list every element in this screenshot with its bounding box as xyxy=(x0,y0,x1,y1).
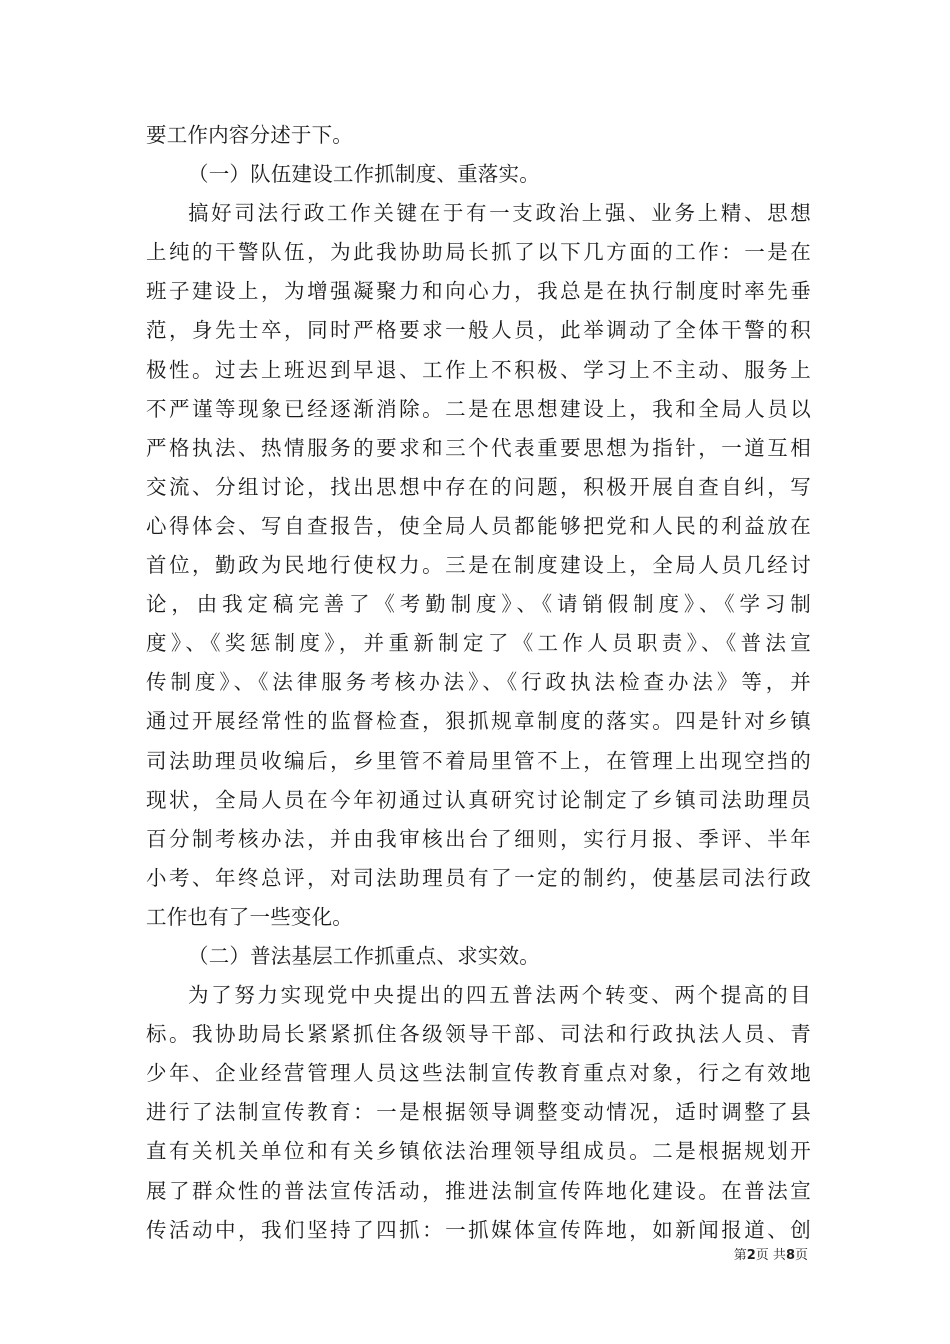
page-footer xyxy=(734,1247,808,1265)
text-line: （一）队伍建设工作抓制度、重落实。 xyxy=(188,162,540,187)
text-line: 司法助理员收编后，乡里管不着局里管不上，在管理上出现空挡的 xyxy=(146,748,811,773)
text-line: 论，由我定稿完善了《考勤制度》、《请销假制度》、《学习制 xyxy=(146,592,811,617)
text-line: 上纯的干警队伍，为此我协助局长抓了以下几方面的工作：一是在 xyxy=(146,240,811,265)
text-line: 搞好司法行政工作关键在于有一支政治上强、业务上精、思想 xyxy=(188,201,811,226)
text-line: 交流、分组讨论，找出思想中存在的问题，积极开展自查自纠，写 xyxy=(146,474,811,499)
text-line: 极性。过去上班迟到早退、工作上不积极、学习上不主动、服务上 xyxy=(146,357,811,382)
text-line: 严格执法、热情服务的要求和三个代表重要思想为指针，一道互相 xyxy=(146,435,811,460)
total-pages-number: 8 xyxy=(785,1248,795,1263)
text-line: 心得体会、写自查报告，使全局人员都能够把党和人民的利益放在 xyxy=(146,513,811,538)
text-line: 展了群众性的普法宣传活动，推进法制宣传阵地化建设。在普法宣 xyxy=(146,1178,811,1203)
footer-middle: 页 共 xyxy=(755,1248,786,1263)
text-line: 传制度》、《法律服务考核办法》、《行政执法检查办法》等，并 xyxy=(146,670,811,695)
footer-suffix: 页 xyxy=(794,1248,808,1263)
text-line: 现状，全局人员在今年初通过认真研究讨论制定了乡镇司法助理员 xyxy=(146,787,811,812)
text-line: 不严谨等现象已经逐渐消除。二是在思想建设上，我和全局人员以 xyxy=(146,396,811,421)
text-line: 班子建设上，为增强凝聚力和向心力，我总是在执行制度时率先垂 xyxy=(146,279,811,304)
document-body xyxy=(146,116,811,1250)
text-line: （二）普法基层工作抓重点、求实效。 xyxy=(188,943,540,968)
text-line: 直有关机关单位和有关乡镇依法治理领导组成员。二是根据规划开 xyxy=(146,1139,811,1164)
text-line: 为了努力实现党中央提出的四五普法两个转变、两个提高的目 xyxy=(188,983,811,1008)
text-line: 小考、年终总评，对司法助理员有了一定的制约，使基层司法行政 xyxy=(146,865,811,890)
current-page-number: 2 xyxy=(746,1248,756,1263)
text-line: 工作也有了一些变化。 xyxy=(146,904,353,929)
text-line: 首位，勤政为民地行使权力。三是在制度建设上，全局人员几经讨 xyxy=(146,553,811,578)
text-line: 传活动中，我们坚持了四抓：一抓媒体宣传阵地，如新闻报道、创 xyxy=(146,1217,811,1242)
text-line: 要工作内容分述于下。 xyxy=(146,123,353,147)
text-line: 范，身先士卒，同时严格要求一般人员，此举调动了全体干警的积 xyxy=(146,318,811,343)
text-line: 标。我协助局长紧紧抓住各级领导干部、司法和行政执法人员、青 xyxy=(146,1022,811,1047)
text-line: 百分制考核办法，并由我审核出台了细则，实行月报、季评、半年 xyxy=(146,826,811,851)
text-line: 进行了法制宣传教育：一是根据领导调整变动情况，适时调整了县 xyxy=(146,1100,811,1125)
text-line: 度》、《奖惩制度》，并重新制定了《工作人员职责》、《普法宣 xyxy=(146,631,811,656)
text-line: 少年、企业经营管理人员这些法制宣传教育重点对象，行之有效地 xyxy=(146,1061,811,1086)
text-line: 通过开展经常性的监督检查，狠抓规章制度的落实。四是针对乡镇 xyxy=(146,709,811,734)
footer-prefix: 第 xyxy=(733,1248,747,1263)
